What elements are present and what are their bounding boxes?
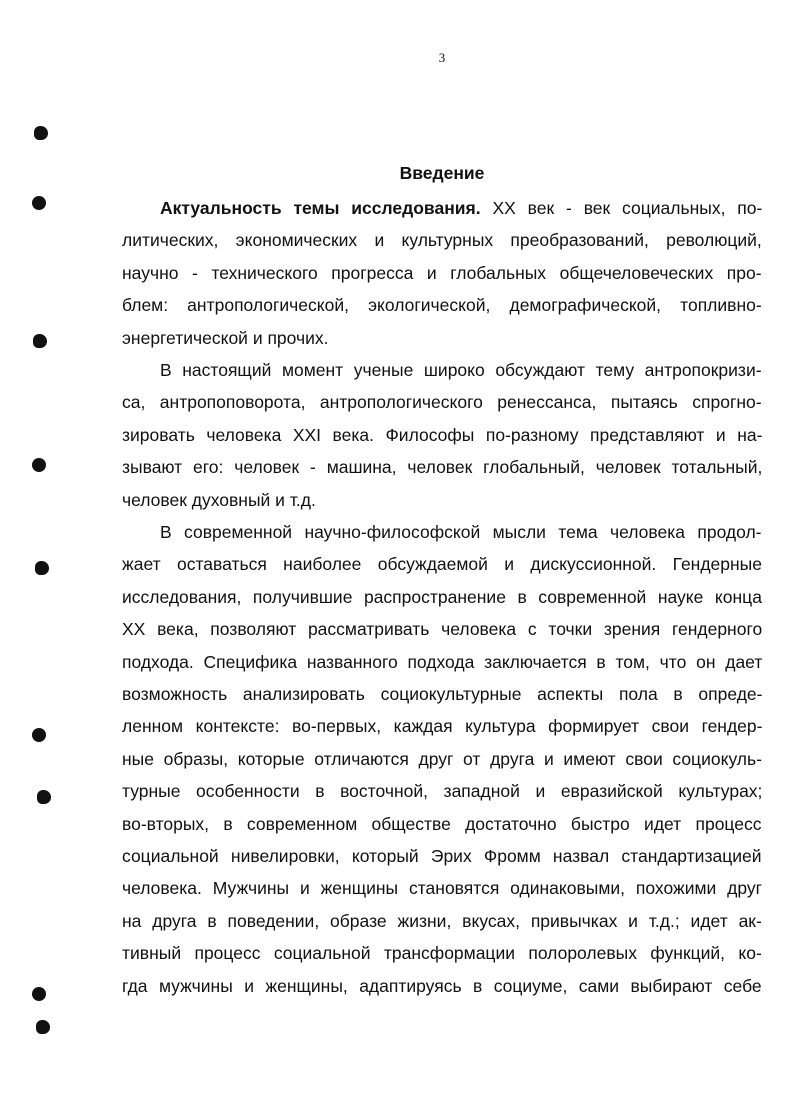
- text-line: [122, 613, 762, 646]
- line-text: XX века, позволяют рассматривать человека с точки зрения гендерного: [122, 619, 763, 640]
- text-line: [122, 937, 762, 970]
- line-text: человек духовный и т.д.: [122, 489, 316, 510]
- line-text: на друга в поведении, образе жизни, вкусах, привычках и т.д.; идет ак-: [122, 910, 762, 931]
- text-line: [122, 775, 762, 808]
- text-line: [122, 905, 762, 938]
- text-line: [122, 484, 316, 517]
- line-text: возможность анализировать социокультурные аспекты пола в опреде-: [122, 684, 763, 704]
- line-text: подхода. Специфика названного подхода заключается в том, что он дает: [122, 651, 763, 672]
- binder-hole: [32, 196, 46, 210]
- line-text: блем: антропологической, экологической, демографической, топливно-: [122, 295, 762, 316]
- text-line: [122, 386, 762, 419]
- text-line: [122, 322, 329, 355]
- binder-hole: [37, 790, 51, 804]
- text-line: [122, 872, 762, 905]
- text-line: [122, 289, 762, 322]
- line-text: ленном контексте: во-первых, каждая культура формирует свои гендер-: [122, 716, 763, 737]
- line-text: научно - технического прогресса и глобальных общечеловеческих про-: [122, 262, 762, 283]
- text-line: [122, 970, 762, 1003]
- line-text: литических, экономических и культурных преобразований, революций,: [122, 230, 762, 251]
- text-line: [122, 257, 762, 290]
- line-text: во-вторых, в современном обществе достаточно быстро идет процесс: [122, 813, 762, 834]
- text-line: [122, 419, 762, 452]
- binder-hole: [35, 561, 49, 575]
- line-text: XX век - век социальных, по-: [480, 198, 763, 218]
- text-line: [122, 678, 762, 711]
- lead-phrase: Актуальность темы исследования.: [160, 198, 481, 218]
- binder-hole: [36, 1020, 50, 1034]
- text-line: [160, 354, 762, 387]
- text-line: [122, 743, 762, 776]
- text-line: [160, 516, 762, 549]
- line-text: турные особенности в восточной, западной и евразийской культурах;: [122, 781, 763, 802]
- binder-hole: [32, 987, 46, 1001]
- line-text: человека. Мужчины и женщины становятся одинаковыми, похожими друг: [122, 878, 763, 899]
- line-text: тивный процесс социальной трансформации полоролевых функций, ко-: [122, 943, 762, 964]
- binder-hole: [32, 728, 46, 742]
- text-line: [122, 646, 762, 679]
- text-line: [122, 581, 762, 614]
- text-line: [122, 710, 762, 743]
- text-line: [122, 840, 762, 873]
- line-text: гда мужчины и женщины, адаптируясь в социуме, сами выбирают себе: [122, 975, 762, 996]
- text-line: [122, 548, 762, 581]
- line-text: жает оставаться наиболее обсуждаемой и дискуссионной. Гендерные: [122, 554, 762, 575]
- line-text: исследования, получившие распространение в современной науке конца: [122, 586, 762, 607]
- line-text: зывают его: человек - машина, человек глобальный, человек тотальный,: [122, 457, 763, 478]
- text-line: [160, 192, 762, 225]
- line-text: энергетической и прочих.: [122, 327, 329, 348]
- section-heading: Введение: [399, 163, 485, 183]
- line-text: В современной научно-философской мысли тема человека продол-: [160, 522, 762, 542]
- line-text: В настоящий момент ученые широко обсуждают тему антропокризи-: [160, 360, 762, 380]
- line-text: са, антропоповорота, антропологического ренессанса, пытаясь спрогно-: [122, 392, 762, 413]
- binder-hole: [34, 126, 48, 140]
- binder-hole: [33, 334, 47, 348]
- line-text: социальной нивелировки, который Эрих Фромм назвал стандартизацией: [122, 846, 762, 866]
- line-text: ные образы, которые отличаются друг от друга и имеют свои социокуль-: [122, 748, 762, 769]
- text-line: [122, 808, 762, 841]
- binder-hole: [32, 458, 46, 472]
- line-text: зировать человека XXI века. Философы по-разному представляют и на-: [122, 424, 763, 445]
- page-number: 3: [438, 50, 446, 65]
- text-line: [122, 451, 762, 484]
- text-line: [122, 224, 762, 257]
